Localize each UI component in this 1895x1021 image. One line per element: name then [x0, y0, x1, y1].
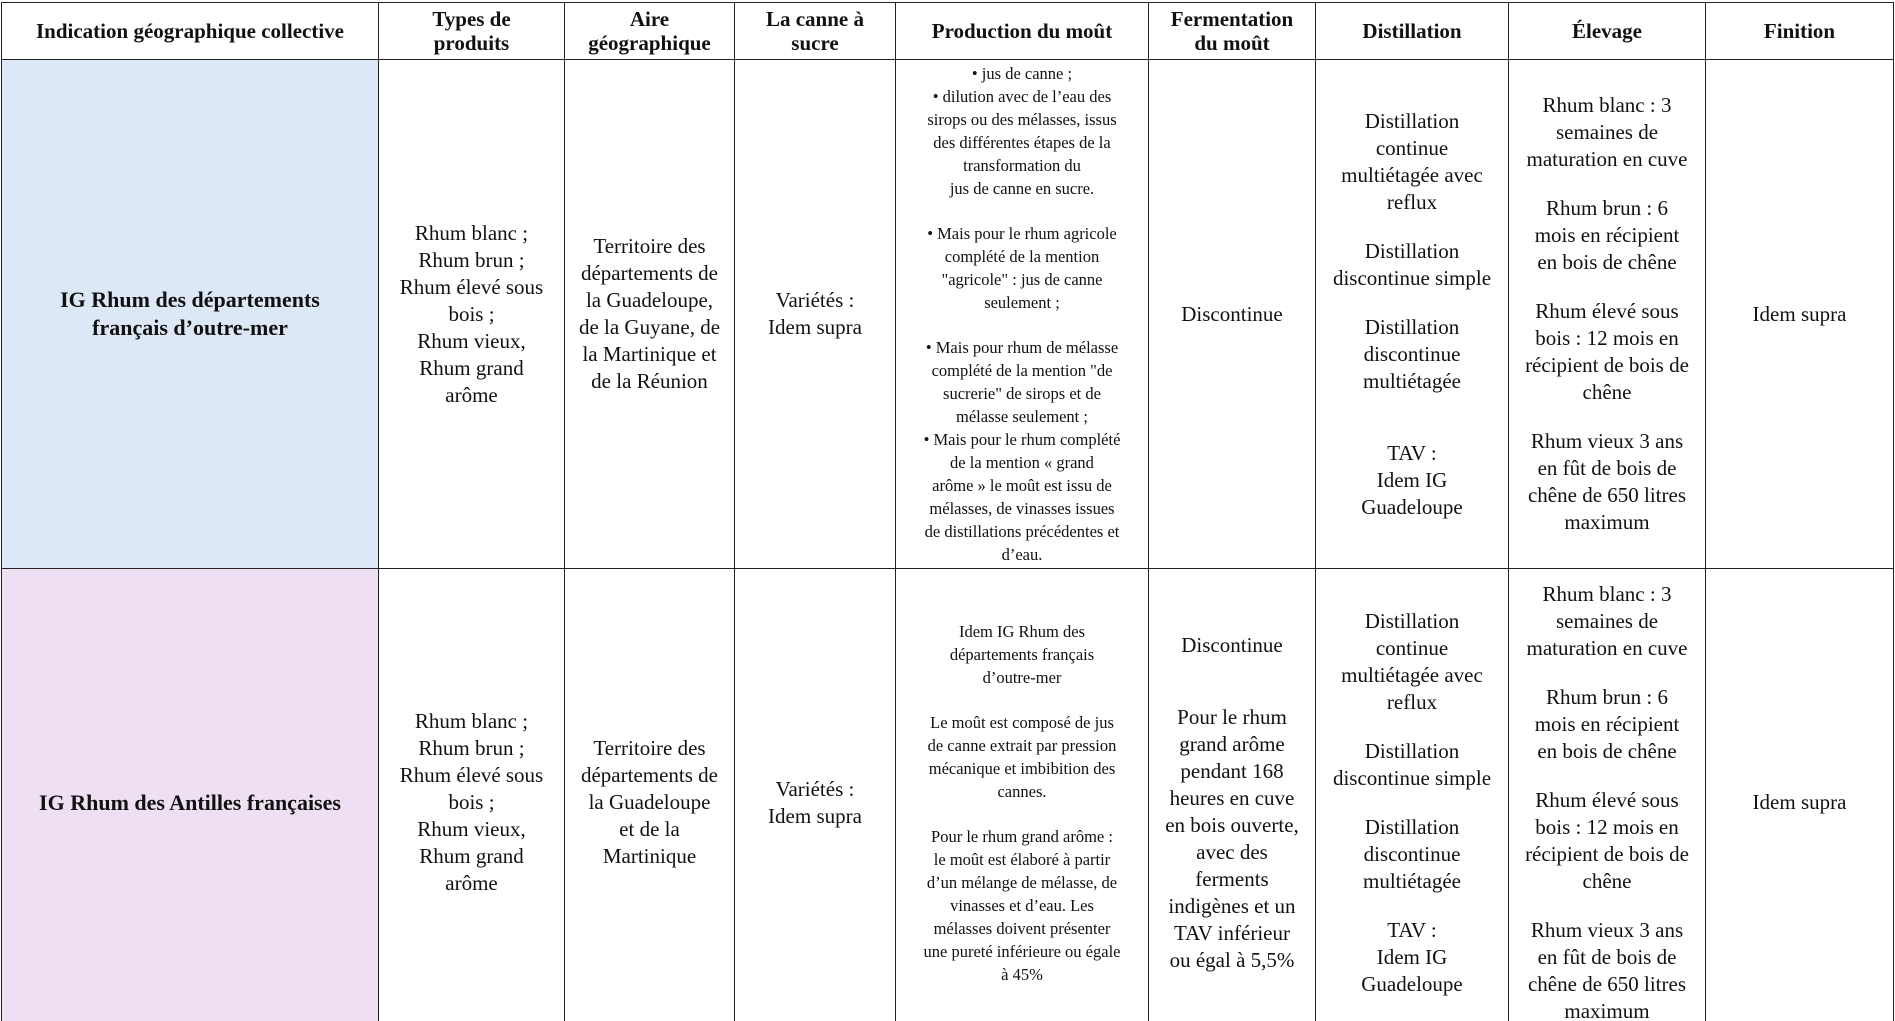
table-row [2, 569, 1894, 1021]
production-paragraph: Le moût est composé de jus de canne extrait par pression mécanique et imbibition des cannes. [927, 712, 1117, 801]
production-paragraph: • Mais pour rhum de mélasse complété de la mention "de sucrerie" de sirops et de mélasse seulement ; • Mais pour le rhum complété de la mention « grand arôme » le moût est issu de mélasses, de vinasses issues de distillations précédentes et d’eau. [923, 338, 1121, 564]
elevage-paragraph: Rhum élevé sous bois : 12 mois en récipient de bois de chêne [1525, 299, 1689, 404]
finition-cell: Idem supra [1706, 60, 1894, 569]
header-types: Types de produits [379, 3, 565, 60]
table-body [2, 60, 1894, 1021]
header-elevage: Élevage [1509, 3, 1706, 60]
header-ig: Indication géographique collective [2, 3, 379, 60]
table-row [2, 60, 1894, 569]
elevage-cell [1509, 569, 1706, 1021]
elevage-cell [1509, 60, 1706, 569]
distillation-paragraph: TAV : Idem IG Guadeloupe [1361, 440, 1463, 519]
header-aire: Aire géographique [565, 3, 735, 60]
header-row [2, 3, 1894, 60]
header-distillation: Distillation [1316, 3, 1509, 60]
production-paragraph: • jus de canne ; • dilution avec de l’eau des sirops ou des mélasses, issus des différentes étapes de la transformation du jus de canne en sucre. [927, 64, 1117, 198]
types-cell: Rhum blanc ; Rhum brun ; Rhum élevé sous bois ; Rhum vieux, Rhum grand arôme [379, 60, 565, 569]
distillation-paragraph: Distillation discontinue multiétagée [1363, 814, 1461, 893]
finition-cell: Idem supra [1706, 569, 1894, 1021]
ig-name-cell [2, 569, 379, 1021]
elevage-paragraph: Rhum brun : 6 mois en récipient en bois de chêne [1534, 684, 1680, 763]
production-cell [896, 60, 1149, 569]
ig-name: IG Rhum des départements français d’outre-mer [60, 287, 320, 340]
distillation-paragraph: Distillation continue multiétagée avec reflux [1341, 608, 1483, 714]
distillation-cell [1316, 60, 1509, 569]
production-cell [896, 569, 1149, 1021]
aire-cell: Territoire des départements de la Guadeloupe, de la Guyane, de la Martinique et de la Réunion [565, 60, 735, 569]
fermentation-paragraph: Pour le rhum grand arôme pendant 168 heures en cuve en bois ouverte, avec des ferments indigènes et un TAV inférieur ou égal à 5,5% [1165, 704, 1299, 972]
fermentation-cell [1149, 60, 1316, 569]
production-paragraph: Pour le rhum grand arôme : le moût est élaboré à partir d’un mélange de mélasse, de vinasses et d’eau. Les mélasses doivent présenter une pureté inférieure ou égale à 45% [923, 826, 1121, 984]
elevage-paragraph: Rhum blanc : 3 semaines de maturation en cuve [1526, 581, 1688, 660]
elevage-paragraph: Rhum vieux 3 ans en fût de bois de chêne de 650 litres maximum [1527, 917, 1687, 1021]
ig-name-cell [2, 60, 379, 569]
ig-name: IG Rhum des Antilles françaises [39, 789, 341, 815]
header-finition: Finition [1706, 3, 1894, 60]
fermentation-paragraph: Discontinue [1181, 632, 1283, 657]
types-cell: Rhum blanc ; Rhum brun ; Rhum élevé sous bois ; Rhum vieux, Rhum grand arôme [379, 569, 565, 1021]
table-header [2, 3, 1894, 60]
rum-ig-comparison-table [1, 2, 1894, 1021]
distillation-paragraph: Distillation continue multiétagée avec reflux [1341, 108, 1483, 214]
header-canne: La canne à sucre [735, 3, 896, 60]
elevage-paragraph: Rhum blanc : 3 semaines de maturation en cuve [1526, 93, 1688, 171]
canne-cell: Variétés : Idem supra [735, 60, 896, 569]
elevage-paragraph: Rhum vieux 3 ans en fût de bois de chêne de 650 litres maximum [1527, 429, 1687, 534]
header-production: Production du moût [896, 3, 1149, 60]
aire-cell: Territoire des départements de la Guadeloupe et de la Martinique [565, 569, 735, 1021]
distillation-paragraph: Distillation discontinue simple [1332, 738, 1492, 790]
production-paragraph: Idem IG Rhum des départements français d’outre-mer [949, 621, 1095, 687]
canne-cell: Variétés : Idem supra [735, 569, 896, 1021]
elevage-paragraph: Rhum brun : 6 mois en récipient en bois de chêne [1534, 196, 1680, 274]
distillation-paragraph: Distillation discontinue simple [1332, 238, 1492, 290]
distillation-paragraph: TAV : Idem IG Guadeloupe [1361, 917, 1463, 996]
fermentation-cell [1149, 569, 1316, 1021]
production-paragraph: • Mais pour le rhum agricole complété de la mention "agricole" : jus de canne seulement ; [927, 224, 1117, 312]
distillation-paragraph: Distillation discontinue multiétagée [1363, 314, 1461, 393]
fermentation-paragraph: Discontinue [1181, 301, 1283, 326]
elevage-paragraph: Rhum élevé sous bois : 12 mois en récipient de bois de chêne [1525, 787, 1689, 893]
header-fermentation: Fermentation du moût [1149, 3, 1316, 60]
distillation-cell [1316, 569, 1509, 1021]
